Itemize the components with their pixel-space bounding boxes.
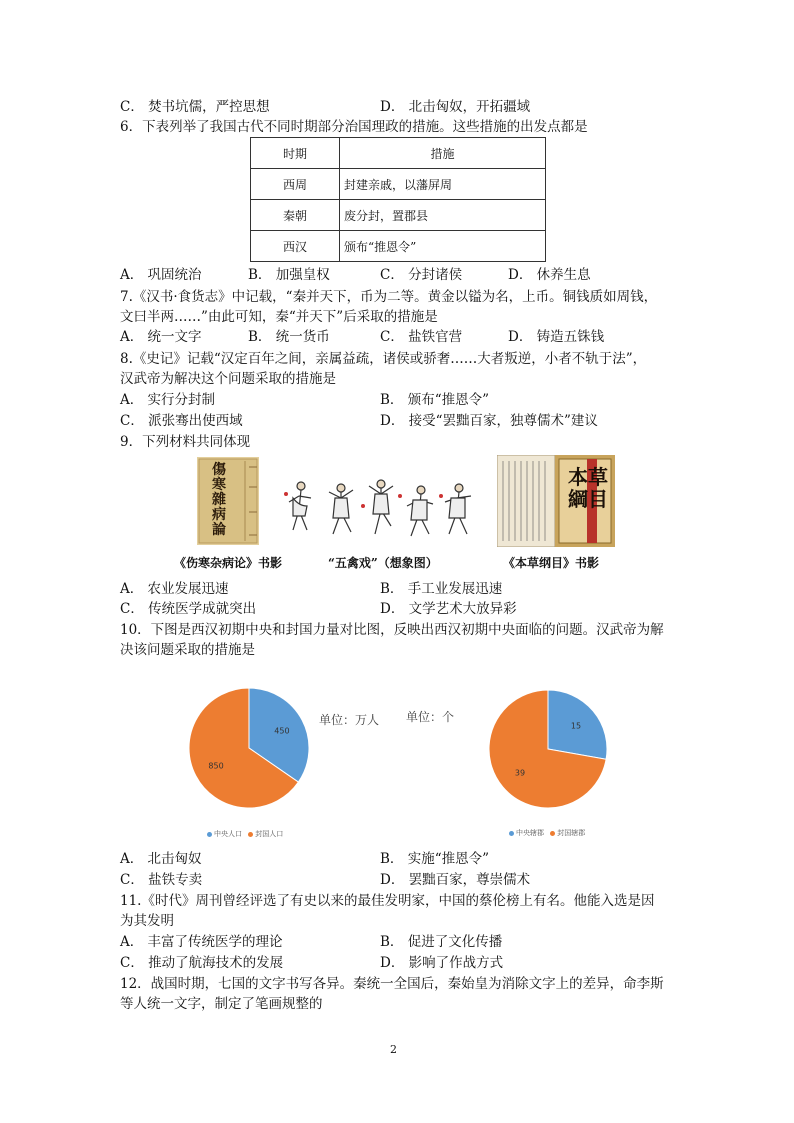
- q8-option-c: C． 派张骞出使西域: [120, 413, 243, 429]
- q6-option-c: C． 分封诸侯: [380, 267, 463, 283]
- q10-option-a: A． 北击匈奴: [120, 851, 202, 867]
- legend-swatch: [509, 831, 514, 836]
- q11-option-d: D． 影响了作战方式: [380, 955, 504, 971]
- caption-wuqinxi: “五禽戏”（想象图）: [328, 556, 438, 570]
- table-cell: 西周: [251, 169, 340, 200]
- q10-option-d: D． 罢黜百家，尊崇儒术: [380, 872, 531, 888]
- pie1-legend: [203, 829, 283, 839]
- q5-option-d: D． 北击匈奴，开拓疆域: [380, 99, 531, 115]
- q9-option-d: D． 文学艺术大放异彩: [380, 601, 517, 617]
- q11-option-c: C． 推动了航海技术的发展: [120, 955, 284, 971]
- q7-option-c: C． 盐铁官营: [380, 329, 463, 345]
- caption-bencao: 《本草纲目》书影: [503, 556, 600, 570]
- q11-option-a: A． 丰富了传统医学的理论: [120, 934, 283, 950]
- table-row: [251, 231, 546, 262]
- table-header-row: [251, 138, 546, 169]
- table-cell: 西汉: [251, 231, 340, 262]
- q12-stem-line1: 12．战国时期，七国的文字书写各异。秦统一全国后，秦始皇为消除文字上的差异，命李斯: [120, 976, 664, 992]
- q10-stem-line1: 10．下图是西汉初期中央和封国力量对比图，反映出西汉初期中央面临的问题。汉武帝为解: [120, 622, 664, 638]
- table-cell: 颁布“推恩令”: [340, 231, 546, 262]
- q7-stem-line2: 文曰半两……”由此可知，秦“并天下”后采取的措施是: [120, 309, 438, 325]
- q10-option-c: C． 盐铁专卖: [120, 872, 203, 888]
- q10-stem-line2: 决该问题采取的措施是: [120, 642, 255, 658]
- pie-data-label: 850: [208, 761, 224, 771]
- q6-option-a: A． 巩固统治: [120, 267, 202, 283]
- wuqinxi-figures-image: [283, 476, 478, 548]
- pie-data-label: 39: [514, 768, 526, 778]
- q8-stem-line1: 8.《史记》记载“汉定百年之间，亲属益疏，诸侯或骄奢……大者叛逆，小者不轨于法”，: [120, 351, 647, 367]
- q8-option-d: D． 接受“罢黜百家，独尊儒术”建议: [380, 413, 598, 429]
- shanghan-book-title: 傷寒雜病論: [212, 462, 226, 538]
- legend-swatch: [550, 831, 555, 836]
- pie-data-label: 15: [570, 721, 582, 731]
- pie1-unit-label: 单位：万人: [319, 713, 380, 727]
- q7-option-a: A． 统一文字: [120, 329, 202, 345]
- q9-stem: 9．下列材料共同体现: [120, 434, 251, 450]
- legend-label: 封国人口: [255, 830, 284, 838]
- table-cell: 秦朝: [251, 200, 340, 231]
- legend-label: 中央辖郡: [516, 829, 544, 837]
- page-number: 2: [390, 1043, 397, 1056]
- legend-swatch: [248, 832, 253, 837]
- pie2-legend: [505, 828, 585, 838]
- q11-option-b: B． 促进了文化传播: [380, 934, 503, 950]
- q11-stem-line1: 11.《时代》周刊曾经评选了有史以来的最佳发明家，中国的蔡伦榜上有名。他能入选是因: [120, 893, 655, 909]
- q10-option-b: B． 实施“推恩令”: [380, 851, 490, 867]
- legend-swatch: [207, 832, 212, 837]
- q7-stem-line1: 7.《汉书·食货志》中记载，“秦并天下，币为二等。黄金以镒为名，上币。铜钱质如周钱，: [120, 289, 658, 305]
- q11-stem-line2: 为其发明: [120, 913, 174, 929]
- legend-label: 封国辖郡: [557, 829, 586, 837]
- q7-option-d: D． 铸造五铢钱: [508, 329, 605, 345]
- table-cell: 封建亲戚，以藩屏周: [340, 169, 546, 200]
- table-cell: 废分封，置郡县: [340, 200, 546, 231]
- commandery-pie-chart: [488, 689, 608, 809]
- q9-option-a: A． 农业发展迅速: [120, 581, 229, 597]
- q8-option-b: B． 颁布“推恩令”: [380, 392, 490, 408]
- table-row: [251, 200, 546, 231]
- q12-stem-line2: 等人统一文字，制定了笔画规整的: [120, 996, 323, 1012]
- pie-data-label: 450: [274, 726, 290, 736]
- q8-stem-line2: 汉武帝为解决这个问题采取的措施是: [120, 371, 336, 387]
- bencao-book-title: 本草綱目: [568, 465, 608, 511]
- legend-label: 中央人口: [214, 830, 242, 838]
- table-row: [251, 169, 546, 200]
- q5-option-c: C． 焚书坑儒，严控思想: [120, 99, 270, 115]
- pie2-unit-label: 单位：个: [406, 710, 455, 724]
- q6-option-d: D． 休养生息: [508, 267, 591, 283]
- table-header-cell: 措施: [340, 138, 546, 169]
- caption-shanghan: 《伤寒杂病论》书影: [174, 556, 283, 570]
- q7-option-b: B． 统一货币: [248, 329, 330, 345]
- q8-option-a: A． 实行分封制: [120, 392, 216, 408]
- q6-option-b: B． 加强皇权: [248, 267, 330, 283]
- population-pie-chart: [188, 687, 310, 809]
- q9-option-b: B． 手工业发展迅速: [380, 581, 503, 597]
- q9-option-c: C． 传统医学成就突出: [120, 601, 257, 617]
- q6-stem: 6．下表列举了我国古代不同时期部分治国理政的措施。这些措施的出发点都是: [120, 119, 588, 135]
- table-header-cell: 时期: [251, 138, 340, 169]
- q6-measures-table: [250, 137, 546, 262]
